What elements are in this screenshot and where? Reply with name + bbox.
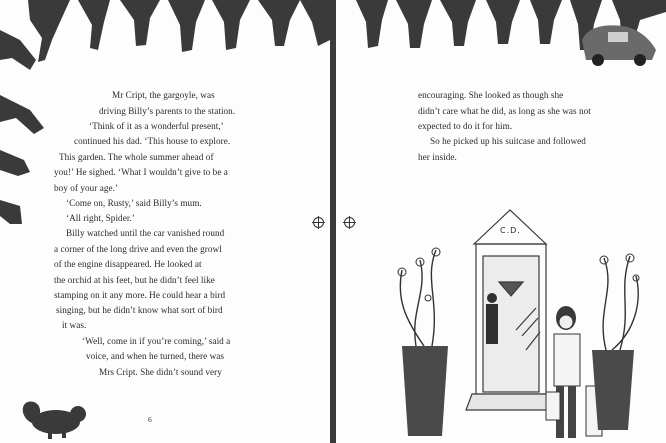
house-doorway-illustration: [466, 210, 556, 410]
body-text-line: ‘Well, come in if you’re coming,’ said a: [82, 336, 231, 346]
body-text-line: driving Billy’s parents to the station.: [99, 106, 236, 116]
body-text-line: This garden. The whole summer ahead of: [59, 152, 214, 162]
body-text-line: ‘All right, Spider.’: [66, 213, 135, 223]
body-text-line: So he picked up his suitcase and followed: [430, 136, 586, 146]
body-text-line: singing, but he didn’t know what sort of bird: [56, 305, 223, 315]
body-text-line: Mrs Cript. She didn’t sound very: [99, 367, 222, 377]
body-text-line: the orchid at his feet, but he didn’t feel like: [54, 275, 215, 285]
car-illustration: [582, 25, 656, 66]
body-text-line: continued his dad. ‘This house to explore.: [74, 136, 231, 146]
potted-plant-left-illustration: [398, 248, 448, 436]
body-text-line: didn’t care what he did, as long as she was not: [418, 106, 591, 116]
squirrel-illustration: [23, 401, 86, 439]
body-text-line: voice, and when he turned, there was: [86, 351, 225, 361]
boy-with-suitcase-illustration: [546, 306, 602, 438]
body-text-line: you!’ He sighed. ‘What I wouldn’t give to be a: [54, 167, 228, 177]
body-text-line: encouraging. She looked as though she: [418, 90, 564, 100]
body-text-line: a corner of the long drive and even the growl: [54, 244, 222, 254]
page-number: 6: [148, 415, 152, 424]
body-text-line: her inside.: [418, 152, 457, 162]
right-page-illustration: [336, 0, 666, 443]
body-text-line: Billy watched until the car vanished round: [66, 228, 225, 238]
body-text-line: stamping on it any more. He could hear a bird: [54, 290, 226, 300]
woman-in-doorway-illustration: [486, 293, 498, 344]
door-sign: C.D.: [500, 226, 521, 235]
body-text-line: ‘Come on, Rusty,’ said Billy’s mum.: [66, 198, 202, 208]
body-text-line: ‘Think of it as a wonderful present,’: [89, 121, 224, 131]
potted-plant-right-illustration: [592, 254, 639, 430]
body-text-line: boy of your age.’: [54, 183, 119, 193]
registration-mark-icon: [344, 217, 355, 228]
left-page: [0, 0, 330, 443]
body-text-line: of the engine disappeared. He looked at: [54, 259, 202, 269]
registration-mark-icon: [313, 217, 324, 228]
body-text-line: expected to do it for him.: [418, 121, 513, 131]
body-text-line: it was.: [62, 320, 87, 330]
body-text-line: Mr Cript, the gargoyle, was: [112, 90, 215, 100]
right-page: [336, 0, 666, 443]
